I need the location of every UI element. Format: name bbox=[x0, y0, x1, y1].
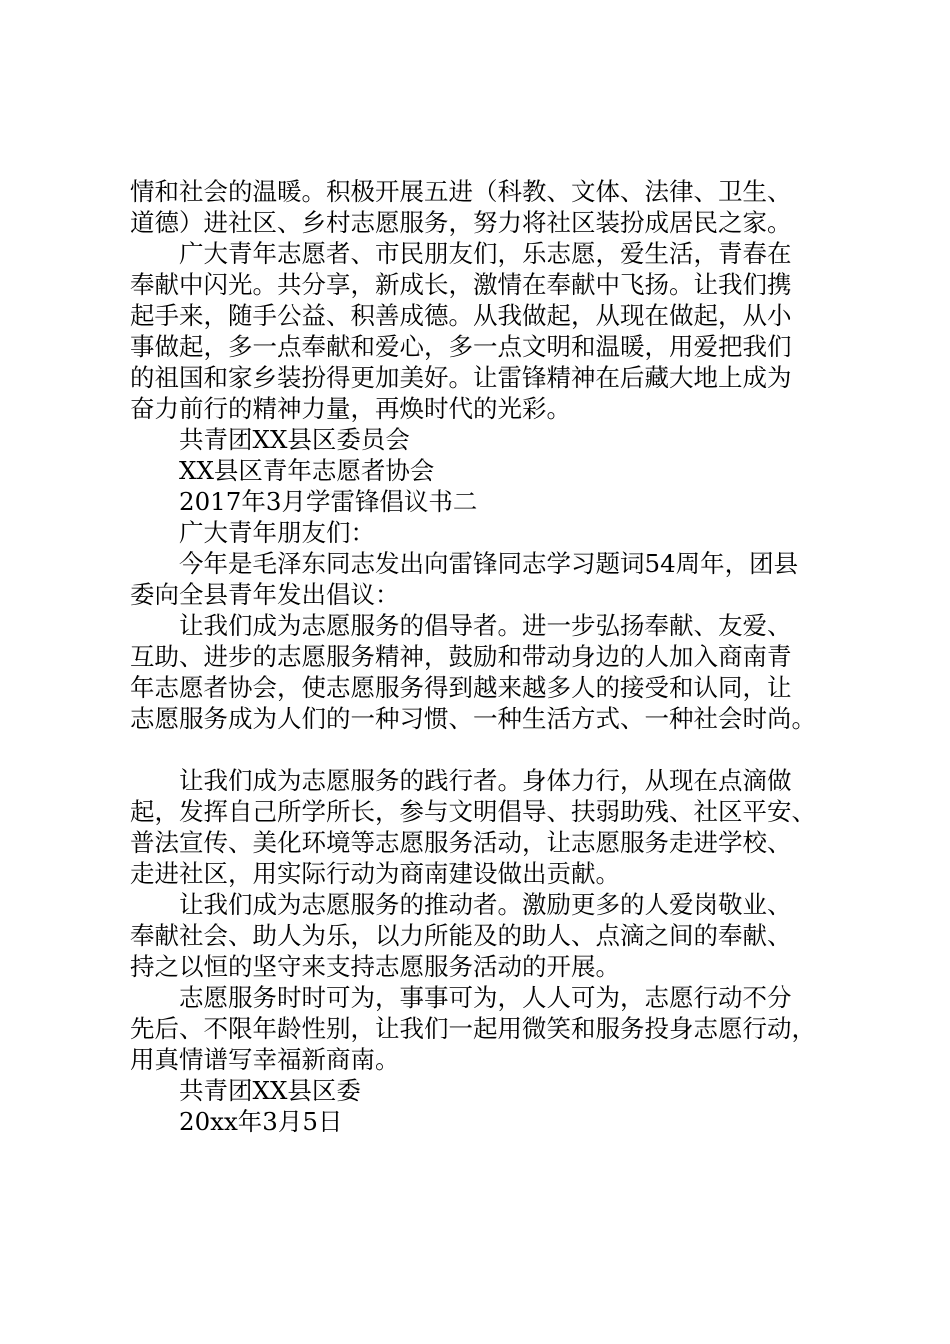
text-line: 年志愿者协会，使志愿服务得到越来越多人的接受和认同，让 bbox=[130, 673, 792, 702]
text-line: 普法宣传、美化环境等志愿服务活动，让志愿服务走进学校、 bbox=[130, 828, 792, 857]
salutation-line: 广大青年朋友们： bbox=[130, 518, 375, 547]
document-page bbox=[130, 176, 830, 1137]
text-line: 志愿服务时时可为，事事可为，人人可为，志愿行动不分 bbox=[130, 983, 792, 1012]
text-line: 广大青年志愿者、市民朋友们，乐志愿，爱生活，青春在 bbox=[130, 239, 792, 268]
text-line: 先后、不限年龄性别，让我们一起用微笑和服务投身志愿行动， bbox=[130, 1014, 816, 1043]
text-line: 今年是毛泽东同志发出向雷锋同志学习题词54周年，团县 bbox=[130, 549, 799, 578]
text-line: 奉献社会、助人为乐，以力所能及的助人、点滴之间的奉献、 bbox=[130, 921, 792, 950]
text-line: 互助、进步的志愿服务精神，鼓励和带动身边的人加入商南青 bbox=[130, 642, 792, 671]
signature-org-line: 共青团XX县区委员会 bbox=[130, 425, 410, 454]
text-line: 委向全县青年发出倡议： bbox=[130, 580, 400, 609]
text-line: 事做起，多一点奉献和爱心，多一点文明和温暖，用爱把我们 bbox=[130, 332, 792, 361]
text-line: 道德）进社区、乡村志愿服务，努力将社区装扮成居民之家。 bbox=[130, 208, 792, 237]
text-line: 志愿服务成为人们的一种习惯、一种生活方式、一种社会时尚。 bbox=[130, 704, 816, 733]
text-line: 走进社区，用实际行动为商南建设做出贡献。 bbox=[130, 859, 620, 888]
blank-line bbox=[130, 734, 830, 765]
text-line: 奉献中闪光。共分享，新成长，激情在奉献中飞扬。让我们携 bbox=[130, 270, 792, 299]
text-line: 起，发挥自己所学所长，参与文明倡导、扶弱助残、社区平安、 bbox=[130, 797, 816, 826]
text-line: 奋力前行的精神力量，再焕时代的光彩。 bbox=[130, 394, 571, 423]
text-line: 的祖国和家乡装扮得更加美好。让雷锋精神在后藏大地上成为 bbox=[130, 363, 792, 392]
signature-org-line: 共青团XX县区委 bbox=[130, 1076, 361, 1105]
signature-org-line: XX县区青年志愿者协会 bbox=[130, 456, 435, 485]
section-title-line: 2017年3月学雷锋倡议书二 bbox=[130, 487, 478, 516]
text-line: 让我们成为志愿服务的推动者。激励更多的人爱岗敬业、 bbox=[130, 890, 792, 919]
text-line: 持之以恒的坚守来支持志愿服务活动的开展。 bbox=[130, 952, 620, 981]
text-line: 用真情谱写幸福新商南。 bbox=[130, 1045, 400, 1074]
text-line: 让我们成为志愿服务的践行者。身体力行，从现在点滴做 bbox=[130, 766, 792, 795]
date-line: 20xx年3月5日 bbox=[130, 1107, 343, 1136]
text-line: 让我们成为志愿服务的倡导者。进一步弘扬奉献、友爱、 bbox=[130, 611, 792, 640]
text-line: 起手来，随手公益、积善成德。从我做起，从现在做起，从小 bbox=[130, 301, 792, 330]
text-line: 情和社会的温暖。积极开展五进（科教、文体、法律、卫生、 bbox=[130, 177, 792, 206]
